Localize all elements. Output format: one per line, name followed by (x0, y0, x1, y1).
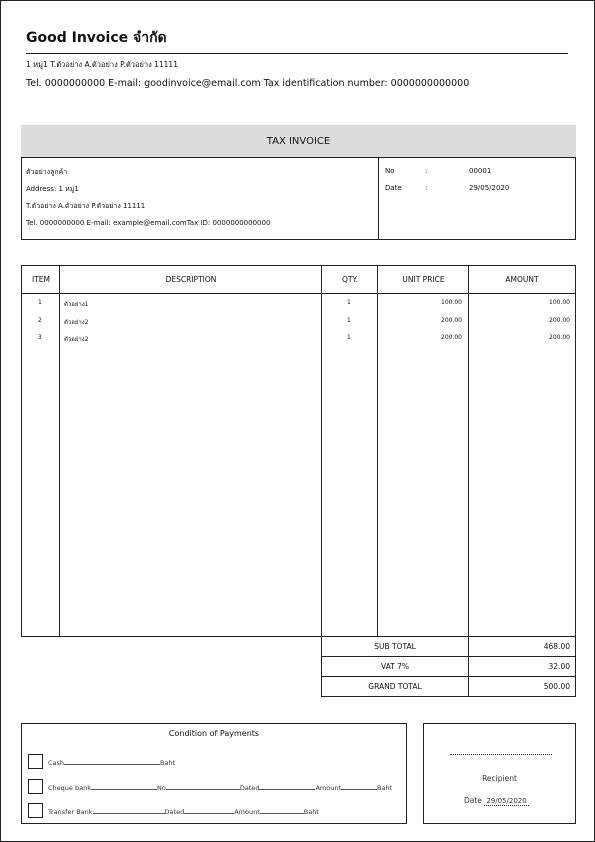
company-name: Good Invoice จำกัด (26, 30, 167, 46)
row-3-unit-price: 200.00 (441, 334, 462, 341)
transfer-line (48, 807, 319, 816)
baht-label: Baht (160, 759, 176, 767)
header-description: DESCRIPTION (165, 275, 217, 284)
transfer-baht-label: Baht (303, 808, 319, 816)
grand-total-value: 500.00 (543, 682, 570, 691)
customer-name: ตัวอย่างลูกค้า (26, 168, 68, 176)
company-address: 1 หมู่1 T.ตัวอย่าง A.ตัวอย่าง P.ตัวอย่าง 11111 (26, 60, 178, 69)
signature-date-label: Date (464, 796, 482, 805)
row-1-qty: 1 (347, 299, 351, 306)
customer-box (21, 157, 576, 240)
table-header-divider (22, 293, 575, 294)
signature-date (464, 796, 529, 805)
row-2-unit-price: 200.00 (441, 317, 462, 324)
cheque-checkbox[interactable] (28, 779, 43, 794)
transfer-dated-label: Dated (164, 808, 185, 816)
row-1-unit-price: 100.00 (441, 299, 462, 306)
row-3-item: 3 (38, 334, 42, 341)
invoice-meta (379, 158, 575, 239)
transfer-checkbox[interactable] (28, 803, 43, 818)
sub-total-value: 468.00 (543, 642, 570, 651)
totals-table (321, 637, 576, 697)
row-1-description: ตัวอย่าง1 (64, 301, 89, 308)
vat-value: 32.00 (548, 662, 570, 671)
invoice-date-value: 29/05/2020 (469, 184, 510, 192)
vat-label: VAT 7% (322, 657, 469, 676)
transfer-amount-label: Amount (234, 808, 260, 816)
row-2-qty: 1 (347, 317, 351, 324)
cheque-bank-label: Cheque bank (48, 784, 91, 792)
invoice-no-label: No (385, 167, 395, 175)
row-1-item: 1 (38, 299, 42, 306)
header-amount: AMOUNT (505, 275, 539, 284)
transfer-bank-label: Transfer Bank (48, 808, 93, 816)
cash-label: Cash (48, 759, 65, 767)
colon: : (425, 184, 428, 192)
cheque-amount-label: Amount (315, 784, 342, 792)
payment-conditions-box (21, 723, 407, 824)
vat-row (321, 657, 576, 677)
cheque-baht-label: Baht (377, 784, 393, 792)
signature-box (423, 723, 576, 824)
payment-conditions-title: Condition of Payments (168, 729, 260, 738)
cash-checkbox[interactable] (28, 754, 43, 769)
cheque-line (48, 783, 392, 792)
signature-date-value: 29/05/2020 (486, 797, 527, 805)
header-divider (26, 53, 568, 54)
customer-info (22, 158, 379, 239)
row-2-description: ตัวอย่าง2 (64, 319, 89, 326)
sub-total-row (321, 637, 576, 657)
header-qty: QTY. (342, 275, 358, 284)
row-1-amount: 100.00 (549, 299, 570, 306)
cheque-no-label: No (156, 784, 166, 792)
row-2-item: 2 (38, 317, 42, 324)
header-unit-price: UNIT PRICE (402, 275, 445, 284)
grand-total-row (321, 677, 576, 697)
row-3-amount: 200.00 (549, 334, 570, 341)
invoice-no-value: 00001 (469, 167, 492, 175)
customer-address-line1: Address: 1 หมู่1 (26, 185, 79, 193)
invoice-date-label: Date (385, 184, 402, 192)
sub-total-label: SUB TOTAL (322, 637, 469, 656)
customer-address-line2: T.ตัวอย่าง A.ตัวอย่าง P.ตัวอย่าง 11111 (26, 202, 146, 210)
signature-line (450, 754, 552, 755)
company-contact: Tel. 0000000000 E-mail: goodinvoice@email.com Tax identification number: 0000000000000 (26, 78, 470, 89)
row-3-qty: 1 (347, 334, 351, 341)
column-description (60, 266, 322, 636)
colon: : (425, 167, 428, 175)
cheque-dated-label: Dated (239, 784, 260, 792)
document-title: TAX INVOICE (21, 125, 576, 157)
row-2-amount: 200.00 (549, 317, 570, 324)
grand-total-label: GRAND TOTAL (322, 677, 469, 696)
row-3-description: ตัวอย่าง2 (64, 336, 89, 343)
recipient-label: Recipient (482, 774, 517, 783)
items-table (21, 265, 576, 637)
header-item: ITEM (31, 275, 50, 284)
cash-line (48, 758, 175, 767)
customer-contact: Tel. 0000000000 E-mail: example@email.comTax ID: 0000000000000 (26, 219, 271, 227)
